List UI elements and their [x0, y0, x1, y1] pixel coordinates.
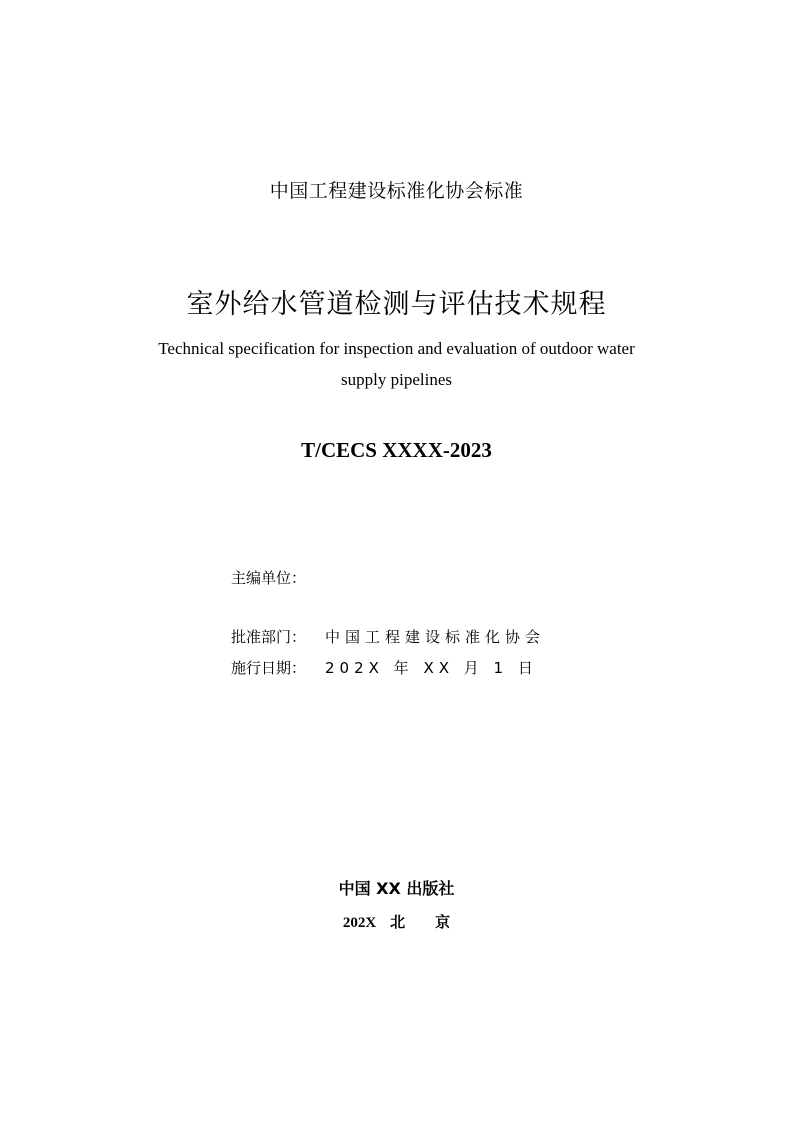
- editor-row: [231, 567, 325, 588]
- effective-date-label: 施行日期：: [231, 659, 307, 677]
- publisher-name: 中国 XX 出版社: [338, 879, 455, 898]
- publish-year: 202X: [342, 915, 377, 931]
- publish-city-char-1: 北: [390, 915, 406, 931]
- effective-date-row: [231, 657, 538, 678]
- english-title-line-2: supply pipelines: [341, 370, 452, 389]
- approver-row: [231, 626, 545, 647]
- approver-label: 批准部门：: [231, 628, 307, 646]
- english-title-line-1: Technical specification for inspection and evaluation of outdoor water: [158, 339, 635, 358]
- standard-code: T/CECS XXXX-2023: [301, 438, 492, 462]
- document-title: 室外给水管道检测与评估技术规程: [186, 289, 607, 320]
- publish-place: [0, 911, 793, 932]
- editor-label: 主编单位：: [231, 569, 307, 587]
- publish-city-char-2: 京: [435, 915, 451, 931]
- approver-value: 中国工程建设标准化协会: [325, 628, 546, 646]
- effective-date-value: 202X 年 XX 月 1 日: [325, 659, 538, 677]
- organization-title: 中国工程建设标准化协会标准: [269, 180, 524, 202]
